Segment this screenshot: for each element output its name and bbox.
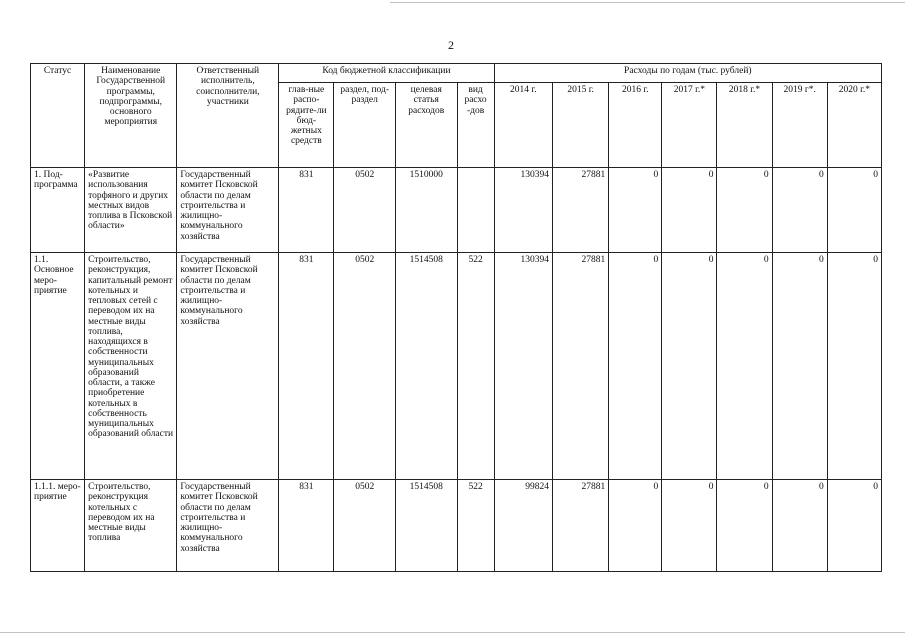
cell-year-value: 0 (717, 253, 772, 480)
cell-section: 0502 (334, 168, 396, 253)
header-name: Наименование Государственной программы, подпрограммы, основного мероприятия (85, 64, 177, 168)
header-code-grbs: глав-ные распо-рядите-ли бюд-жетных средств (279, 83, 334, 168)
header-code-section: раздел, под-раздел (334, 83, 396, 168)
cell-year-value: 27881 (552, 253, 608, 480)
cell-year-value: 130394 (494, 168, 552, 253)
header-expenses: Расходы по годам (тыс. рублей) (494, 64, 881, 83)
budget-table (30, 63, 882, 572)
cell-year-value: 99824 (494, 480, 552, 572)
page-number: 2 (448, 38, 454, 52)
cell-executor: Государственный комитет Псковской области по делам строительства и жилищно-коммунального хозяйства (177, 480, 279, 572)
table-row (31, 480, 882, 572)
cell-year-value: 0 (772, 168, 827, 253)
header-year: 2015 г. (552, 83, 608, 168)
cell-year-value: 0 (717, 168, 772, 253)
cell-type: 522 (457, 480, 494, 572)
cell-status: 1. Под-программа (31, 168, 85, 253)
cell-status: 1.1.1. меро-приятие (31, 480, 85, 572)
cell-type (457, 168, 494, 253)
cell-year-value: 27881 (552, 168, 608, 253)
cell-grbs: 831 (279, 168, 334, 253)
cell-year-value: 0 (609, 168, 662, 253)
header-year: 2017 г.* (662, 83, 717, 168)
header-code-target: целевая статья расходов (395, 83, 457, 168)
cell-type: 522 (457, 253, 494, 480)
cell-year-value: 0 (662, 253, 717, 480)
cell-year-value: 0 (772, 480, 827, 572)
cell-status: 1.1. Основное меро-приятие (31, 253, 85, 480)
cell-year-value: 0 (827, 253, 881, 480)
cell-section: 0502 (334, 480, 396, 572)
header-year: 2019 г*. (772, 83, 827, 168)
cell-target: 1514508 (395, 253, 457, 480)
table-row (31, 253, 882, 480)
cell-year-value: 0 (662, 480, 717, 572)
cell-year-value: 0 (662, 168, 717, 253)
header-executor: Ответственный исполнитель, соисполнители, участники (177, 64, 279, 168)
cell-year-value: 0 (609, 480, 662, 572)
cell-year-value: 0 (717, 480, 772, 572)
cell-name: «Развитие использования торфяного и других местных видов топлива в Псковской области» (85, 168, 177, 253)
header-code-type: вид расхо -дов (457, 83, 494, 168)
cell-year-value: 0 (827, 480, 881, 572)
scan-edge-top (390, 2, 905, 3)
table-row (31, 168, 882, 253)
cell-executor: Государственный комитет Псковской области по делам строительства и жилищно-коммунального хозяйства (177, 253, 279, 480)
header-year: 2014 г. (494, 83, 552, 168)
cell-target: 1510000 (395, 168, 457, 253)
cell-name: Строительство, реконструкция, капитальный ремонт котельных и тепловых сетей с переводом их на местные виды топлива, находящихся в собственности муниципальных образований области, а также приобретение котельных в собственность муниципальных образований области (85, 253, 177, 480)
cell-name: Строительство, реконструкция котельных с переводом их на местные виды топлива (85, 480, 177, 572)
cell-grbs: 831 (279, 480, 334, 572)
cell-grbs: 831 (279, 253, 334, 480)
cell-executor: Государственный комитет Псковской области по делам строительства и жилищно-коммунального хозяйства (177, 168, 279, 253)
cell-target: 1514508 (395, 480, 457, 572)
cell-year-value: 0 (772, 253, 827, 480)
cell-year-value: 27881 (552, 480, 608, 572)
header-status: Статус (31, 64, 85, 168)
scan-edge-bottom (0, 632, 905, 633)
header-year: 2016 г. (609, 83, 662, 168)
header-budget-code: Код бюджетной классификации (279, 64, 494, 83)
cell-year-value: 0 (827, 168, 881, 253)
header-year: 2018 г.* (717, 83, 772, 168)
cell-year-value: 130394 (494, 253, 552, 480)
cell-section: 0502 (334, 253, 396, 480)
header-year: 2020 г.* (827, 83, 881, 168)
cell-year-value: 0 (609, 253, 662, 480)
